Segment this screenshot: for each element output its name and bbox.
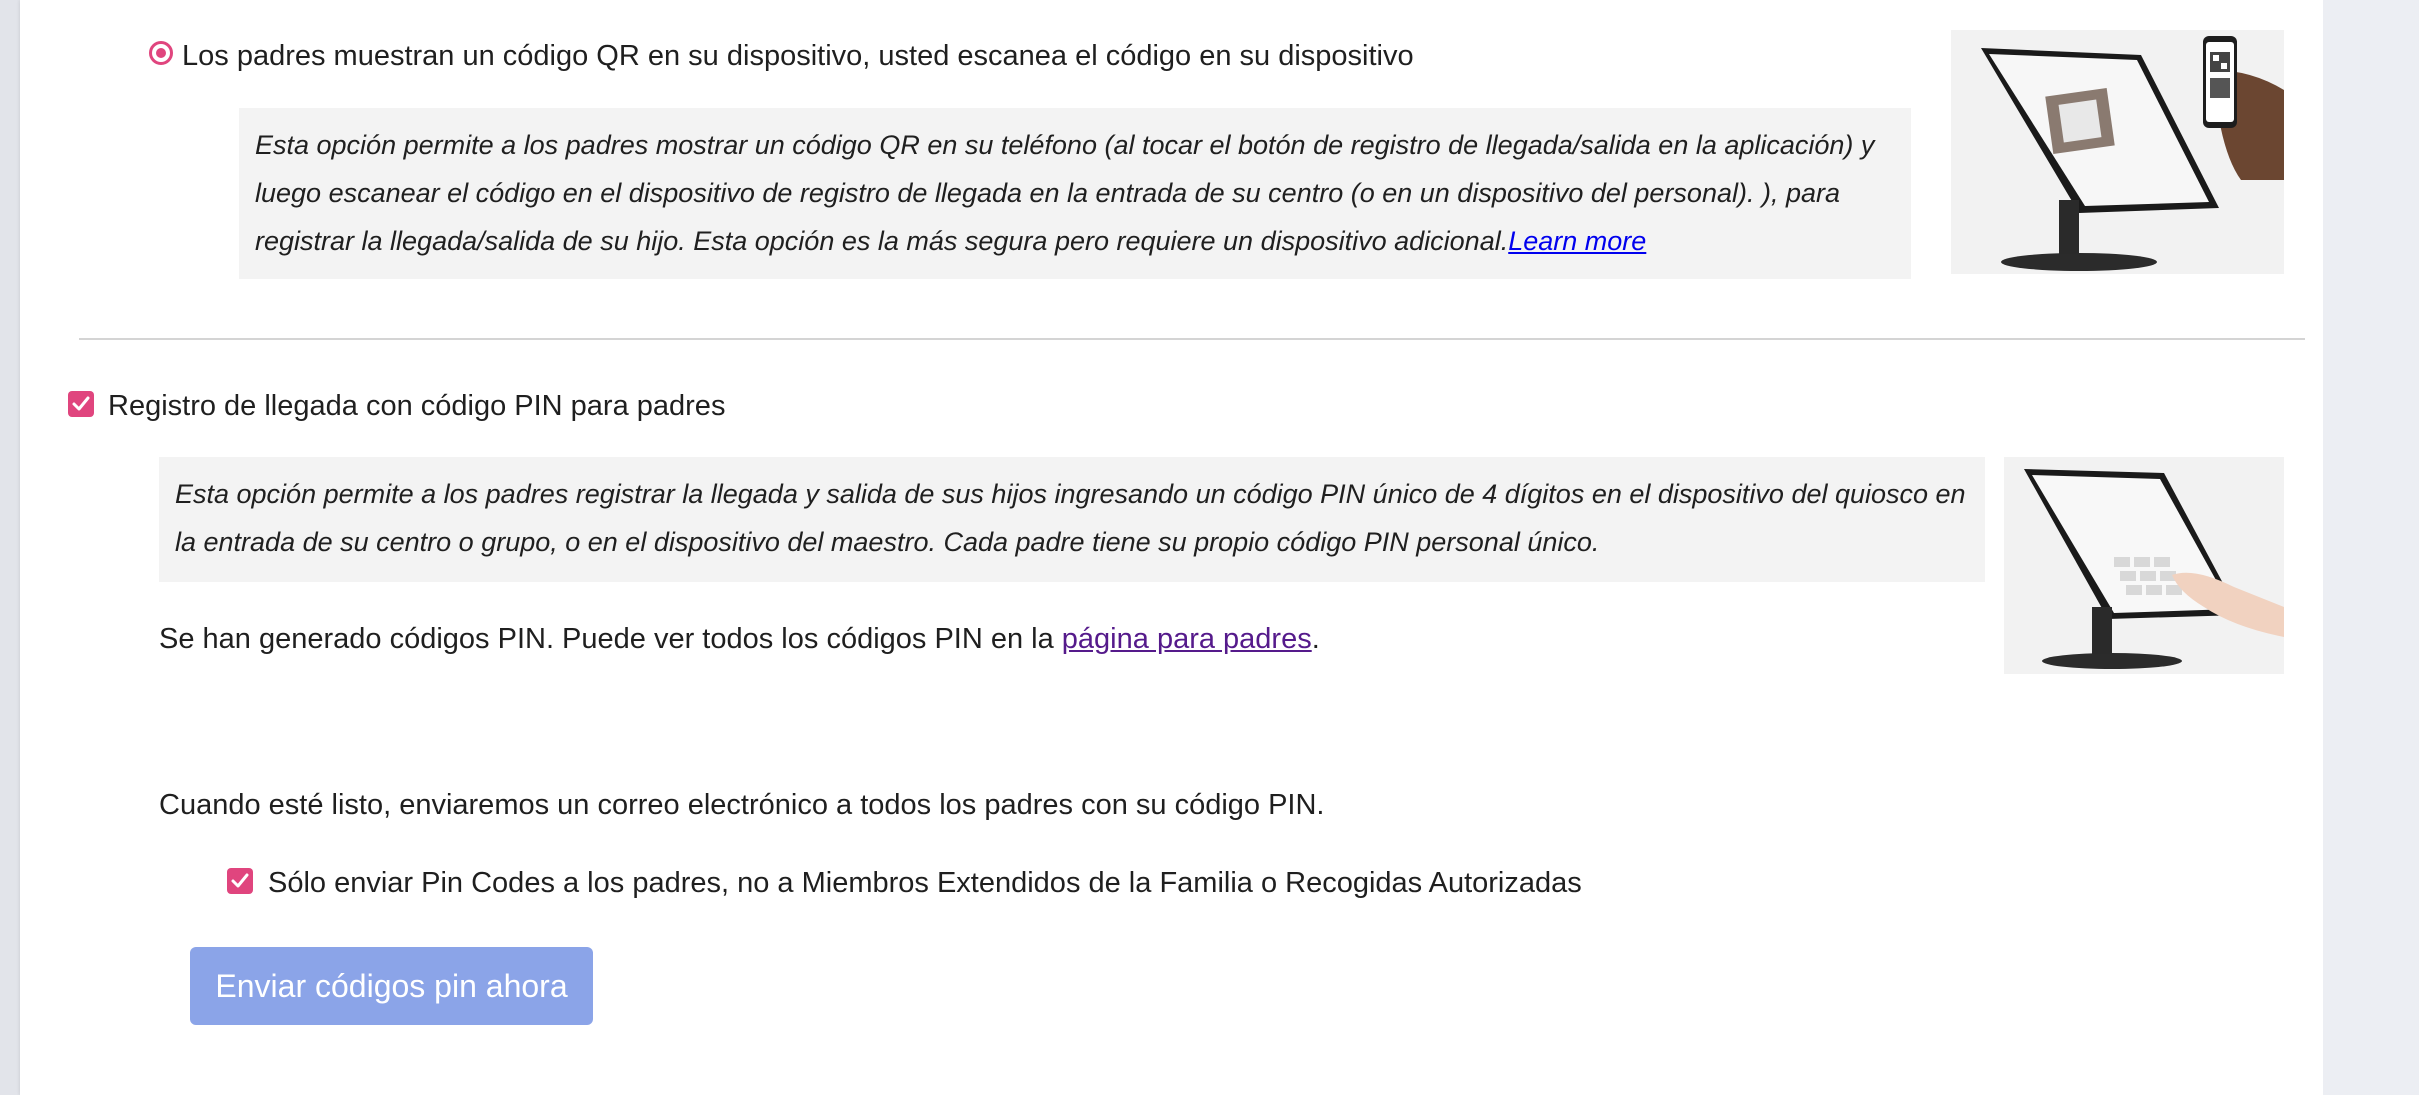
pin-generated-suffix: . <box>1311 623 1320 655</box>
pin-option-checkbox[interactable] <box>68 391 94 417</box>
pin-generated-prefix: Se han generado códigos PIN. Puede ver todos los códigos PIN en la <box>159 623 1062 655</box>
only-parents-checkbox[interactable] <box>227 868 253 894</box>
qr-option-radio[interactable] <box>149 41 173 65</box>
qr-option-description-text: Esta opción permite a los padres mostrar un código QR en su teléfono (al tocar el botón de registro de llegada/salida en la aplicación) y luego escanear el código en el dispositivo de registro de llegada en la entrada de su centro (o en un dispositivo del personal). ), para registrar la llegada/salida de su hijo. Esta opción es la más segura pero requiere un dispositivo adicional. <box>255 130 1875 256</box>
checkmark-icon <box>230 871 250 891</box>
pin-kiosk-image <box>2004 457 2284 674</box>
pin-kiosk-illustration-icon <box>2004 457 2284 674</box>
email-notice: Cuando esté listo, enviaremos un correo electrónico a todos los padres con su código PIN. <box>159 789 1325 821</box>
parents-page-link[interactable]: página para padres <box>1061 623 1312 655</box>
pin-option-description: Esta opción permite a los padres registrar la llegada y salida de sus hijos ingresando un código PIN único de 4 dígitos en el dispositivo del quiosco en la entrada de su centro o grupo, o en el dispositivo del maestro. Cada padre tiene su propio código PIN personal único. <box>159 457 1985 582</box>
pin-generated-text <box>159 622 1320 656</box>
settings-card <box>20 0 2323 1095</box>
qr-option-description <box>239 108 1911 279</box>
learn-more-link[interactable]: Learn more <box>1508 226 1647 256</box>
pin-option-label[interactable]: Registro de llegada con código PIN para padres <box>108 390 726 422</box>
qr-option-label[interactable]: Los padres muestran un código QR en su dispositivo, usted escanea el código en su dispositivo <box>182 40 1414 72</box>
send-pin-codes-button[interactable]: Enviar códigos pin ahora <box>190 947 593 1025</box>
checkmark-icon <box>71 394 91 414</box>
page-left-strip <box>0 0 20 1095</box>
only-parents-label[interactable]: Sólo enviar Pin Codes a los padres, no a Miembros Extendidos de la Familia o Recogidas Autorizadas <box>268 867 1582 899</box>
qr-kiosk-image <box>1951 30 2284 274</box>
qr-kiosk-illustration-icon <box>1951 30 2284 274</box>
page-right-margin <box>2323 0 2419 1095</box>
section-divider <box>79 338 2305 340</box>
